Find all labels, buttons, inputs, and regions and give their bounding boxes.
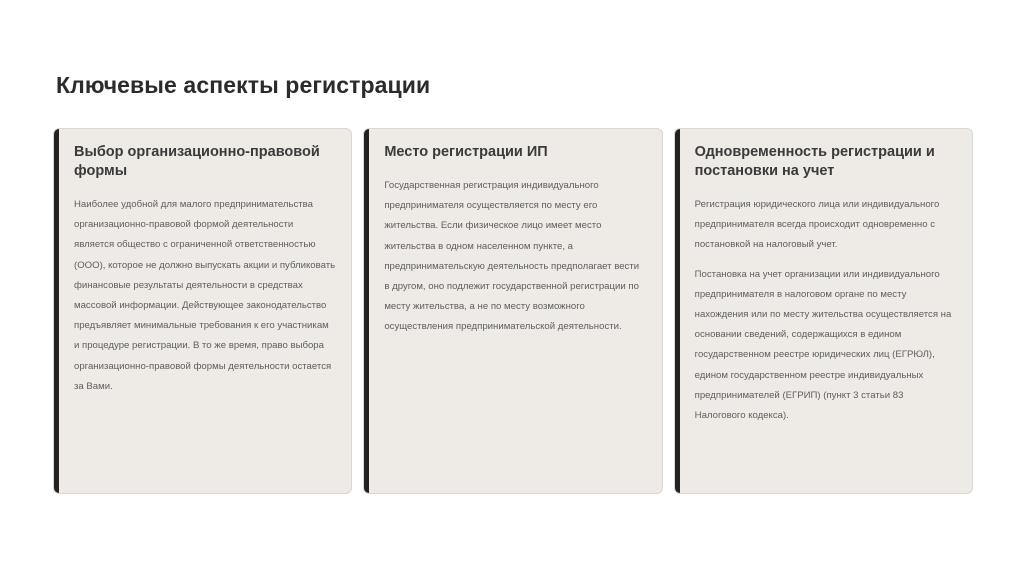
page-title: Ключевые аспекты регистрации [56, 72, 431, 98]
card-paragraph: Государственная регистрация индивидуального предпринимателя осуществляется по месту его жительства. Если физическое лицо имеет место жительства в одном населенном пункте, а предпринимательскую деятельность предполагает вести в другом, оно подлежит государственной регистрации по месту жительства, а не по месту возможного осуществления предпринимательской деятельности. [384, 180, 640, 333]
card-title: Одновременность регистрации и постановки на учет [694, 144, 935, 179]
card-title: Место регистрации ИП [384, 144, 548, 160]
card-paragraph: Постановка на учет организации или индивидуального предпринимателя в налоговом органе по месту нахождения или по месту жительства осуществляется на основании сведений, содержащихся в едином государственном реестре юридических лиц (ЕГРЮЛ), едином государственном реестре индивидуальных предпринимателей (ЕГРИП) (пункт 3 статьи 83 Налогового кодекса). [694, 268, 952, 422]
card-title: Выбор организационно-правовой формы [74, 144, 320, 179]
cards-row [53, 128, 973, 494]
card-paragraph: Наиболее удобной для малого предпринимательства организационно-правовой формой деятельности является общество с ограниченной ответственностью (ООО), которое не должно выпускать акции и публиковать финансовые результаты деятельности в средствах массовой информации. Действующее законодательство предъявляет минимальные требования к его участникам и процедуре регистрации. В то же время, право выбора организационно-правовой формы деятельности остается за Вами. [74, 199, 336, 392]
card-paragraph: Регистрация юридического лица или индивидуального предпринимателя всегда происходит одновременно с постановкой на налоговый учет. [694, 199, 940, 251]
card-registration-place [363, 128, 662, 494]
card-legal-form [53, 128, 352, 494]
card-simultaneous-registration [674, 128, 973, 494]
